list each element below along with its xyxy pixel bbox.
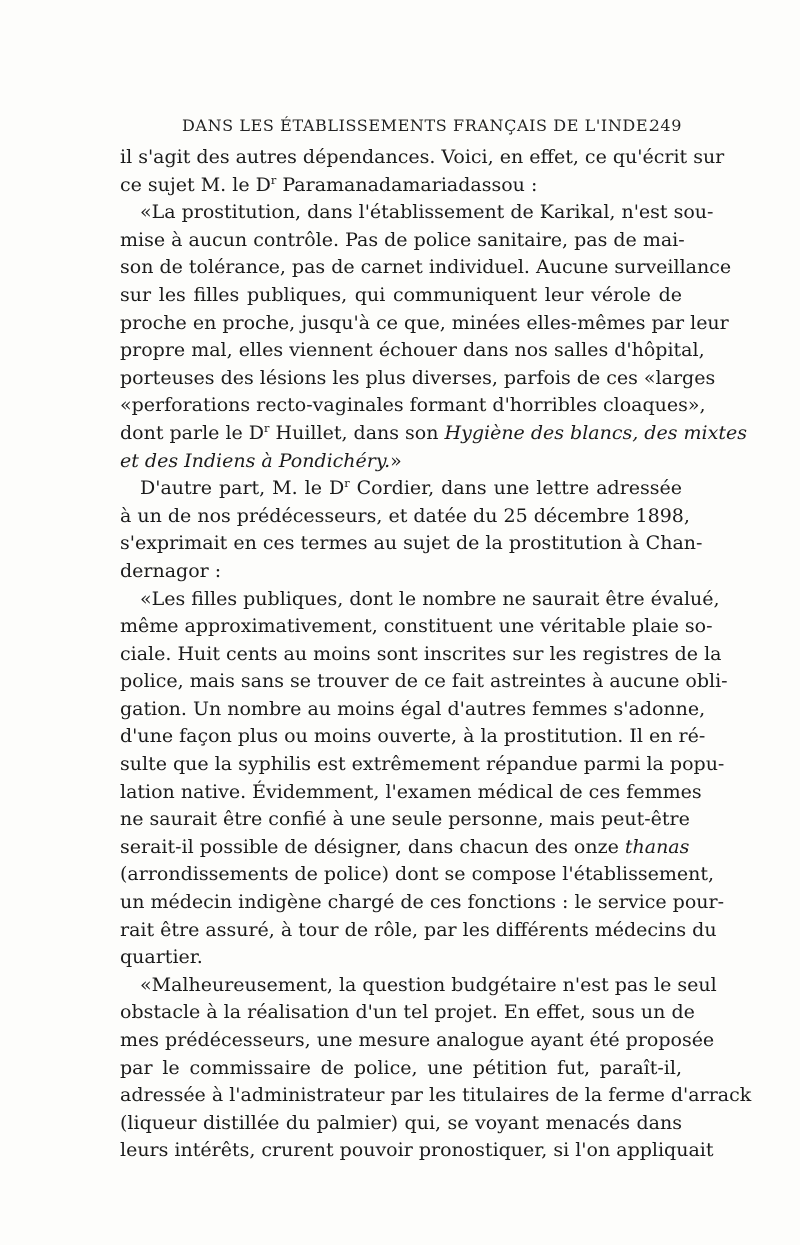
quote-line: ne saurait être confié à une seule personne, mais peut-être (120, 808, 690, 831)
quote-line: (liqueur distillée du palmier) qui, se voyant menacés dans (120, 1111, 682, 1134)
quote-line: «perforations recto-vaginales formant d'horribles cloaques», (120, 394, 706, 417)
text-line: dernagor : (120, 559, 222, 582)
quote-line: (arrondissements de police) dont se compose l'établissement, (120, 863, 715, 886)
quote-line: lation native. Évidemment, l'examen médical de ces femmes (120, 780, 702, 803)
quote-line: ciale. Huit cents au moins sont inscrites sur les registres de la (120, 642, 722, 665)
quote-line: leurs intérêts, crurent pouvoir pronostiquer, si l'on appliquait (120, 1139, 714, 1162)
quote-line: même approximativement, constituent une véritable plaie so- (120, 615, 713, 638)
quote-line: dont parle le $D^r$ Huillet, dans son Hygiène des blancs, des mixtes (120, 421, 747, 444)
quote-line: propre mal, elles viennent échouer dans nos salles d'hôpital, (120, 339, 705, 362)
quote-line: par le commissaire de police, une pétition fut, paraît-il, (120, 1056, 682, 1079)
text-line: à un de nos prédécesseurs, et datée du 25 décembre 1898, (120, 504, 690, 527)
quote-line: d'une façon plus ou moins ouverte, à la prostitution. Il en ré- (120, 725, 706, 748)
quote-line: rait être assuré, à tour de rôle, par les différents médecins du (120, 918, 717, 941)
quote-line: son de tolérance, pas de carnet individuel. Aucune surveillance (120, 256, 732, 279)
quote-line: serait-il possible de désigner, dans chacun des onze thanas (120, 835, 690, 858)
quote-line: quartier. (120, 946, 203, 969)
running-title: DANS LES ÉTABLISSEMENTS FRANÇAIS DE L'INDE. (182, 116, 654, 135)
quote-line: proche en proche, jusqu'à ce que, minées elles-mêmes par leur (120, 311, 729, 334)
text-line: D'autre part, M. le $D^r$ Cordier, dans une lettre adressée (140, 476, 683, 500)
quote-line: sur les filles publiques, qui communiquent leur vérole de (120, 283, 682, 306)
quote-line: «La prostitution, dans l'établissement de Karikal, n'est sou- (140, 201, 714, 224)
quote-line: «Malheureusement, la question budgétaire n'est pas le seul (140, 973, 717, 996)
quote-line: mise à aucun contrôle. Pas de police sanitaire, pas de mai- (120, 228, 685, 251)
quote-line: mes prédécesseurs, une mesure analogue ayant été proposée (120, 1029, 715, 1051)
quote-line: et des Indiens à Pondichéry.» (120, 449, 402, 472)
text-line: s'exprimait en ces termes au sujet de la prostitution à Chan- (120, 532, 703, 555)
quote-line: obstacle à la réalisation d'un tel projet. En effet, sous un de (120, 1001, 695, 1024)
text-line: il s'agit des autres dépendances. Voici, en effet, ce qu'écrit sur (120, 146, 725, 168)
quote-line: adressée à l'administrateur par les titulaires de la ferme d'arrack (120, 1084, 752, 1107)
quote-line: «Les filles publiques, dont le nombre ne saurait être évalué, (140, 587, 720, 610)
quote-line: un médecin indigène chargé de ces fonctions : le service pour- (120, 891, 724, 914)
quote-line: gation. Un nombre au moins égal d'autres femmes s'adonne, (120, 697, 706, 720)
body-text (120, 144, 752, 1165)
quote-line: porteuses des lésions les plus diverses, parfois de ces «larges (120, 366, 716, 389)
quote-line: police, mais sans se trouver de ce fait astreintes à aucune obli- (120, 670, 728, 693)
quote-line: sulte que la syphilis est extrêmement répandue parmi la popu- (120, 753, 725, 776)
text-line: ce sujet M. le $D^r$ Paramanadamariadassou : (120, 172, 538, 196)
running-head (120, 112, 682, 140)
page-number: 249 (649, 116, 682, 135)
